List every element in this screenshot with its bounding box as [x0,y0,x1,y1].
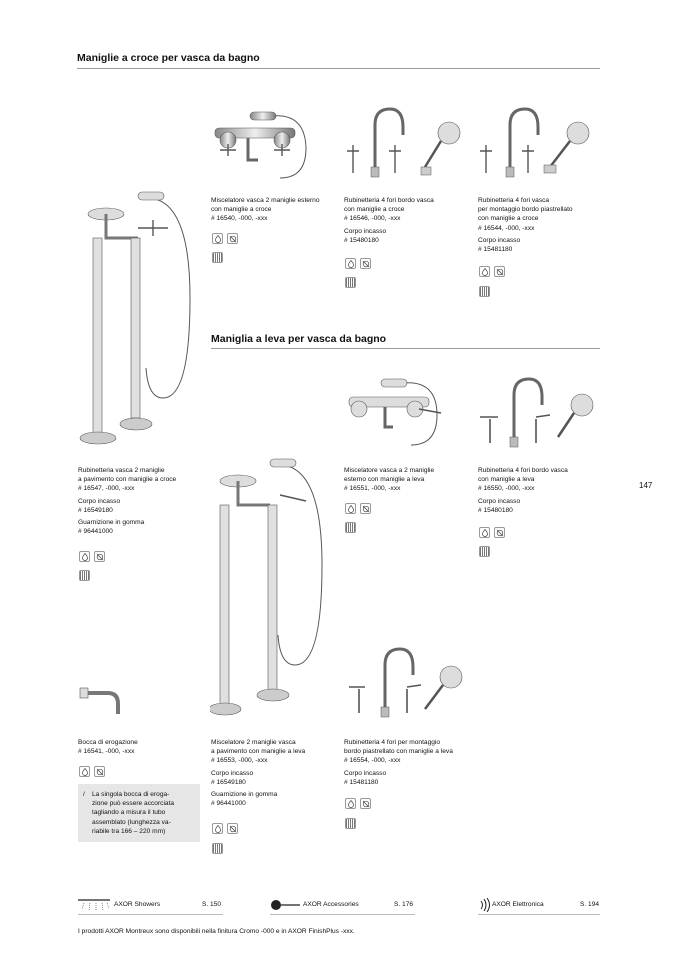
product-extra: Guarnizione in gomma [78,519,145,527]
product-code: # 16541, -000, -xxx [78,748,135,756]
installation-icon [479,286,490,297]
footer-page-accessories: S. 176 [394,901,414,908]
product-16544 [478,196,573,254]
installation-icon [79,570,90,581]
product-code: # 16544, -000, -xxx [478,224,535,232]
drop-icon [79,551,90,562]
spray-icon [360,258,371,269]
product-extra: # 15481180 [344,778,379,786]
product-name: con maniglie a leva [478,476,535,484]
product-16546 [344,196,434,245]
footer-page-elettronica: S. 194 [580,901,600,908]
feature-icons [345,503,371,514]
product-16554 [344,738,453,787]
product-16541 [78,738,138,756]
product-code: # 16553, -000, -xxx [211,757,268,765]
product-image-16554 [345,645,465,723]
product-extra: Guarnizione in gomma [211,791,278,799]
spray-icon [360,503,371,514]
product-extra: # 15480180 [478,506,513,514]
footer-link-accessories[interactable]: AXOR Accessories [303,901,359,908]
product-16551 [344,466,434,494]
product-extra: # 96441000 [78,528,113,536]
product-name: con maniglie a croce [211,206,272,214]
product-name: Rubinetteria vasca 2 maniglie [78,467,165,474]
product-image-16547 [78,188,198,450]
drop-icon [212,233,223,244]
drop-icon [479,266,490,277]
product-name: bordo piastrellato con maniglie a leva [344,748,453,756]
product-code: # 16540, -000, -xxx [211,215,268,223]
spray-icon [494,527,505,538]
drop-icon [79,766,90,777]
section-rule [211,348,600,349]
product-name: Rubinetteria 4 fori bordo vasca [478,467,568,474]
drop-icon [212,823,223,834]
installation-icon [479,546,490,557]
product-name: Miscelatore vasca 2 maniglie esterno [211,197,320,204]
product-name: a pavimento con maniglie a croce [78,476,177,484]
product-extra: Corpo incasso [478,236,521,244]
product-name: Rubinetteria 4 fori bordo vasca [344,197,434,204]
installation-icon [212,843,223,854]
note-line: zione può essere accorciata [92,800,175,808]
accessory-icon [270,899,300,911]
product-name: esterno con maniglie a leva [344,476,425,484]
product-image-16553 [210,455,330,720]
product-16547 [78,466,176,536]
feature-icons [479,527,505,538]
product-extra: Corpo incasso [211,769,254,777]
drop-icon [479,527,490,538]
product-extra: # 15481180 [478,246,513,254]
feature-icons [79,551,105,562]
spray-icon [494,266,505,277]
finish-note: I prodotti AXOR Montreux sono disponibili nella finitura Cromo -000 e in AXOR FinishPlus -xxx. [78,928,355,935]
product-16553 [211,738,305,808]
product-code: # 16550, -000, -xxx [478,485,535,493]
feature-icons [345,258,371,269]
product-image-16544 [478,105,598,183]
footer-page-showers: S. 150 [202,901,222,908]
product-image-16541 [78,680,128,720]
product-image-16540 [210,108,310,183]
info-note [78,784,200,842]
product-extra: # 15480180 [344,236,379,244]
product-image-16550 [478,375,598,453]
section-title-cross: Maniglie a croce per vasca da bagno [77,52,260,64]
spray-icon [227,823,238,834]
product-name: Miscelatore vasca a 2 maniglie [344,467,435,474]
feature-icons [212,823,238,834]
product-extra: Corpo incasso [78,497,121,505]
footer-rule [270,914,415,915]
product-name: con maniglie a croce [478,215,539,223]
note-line: riabile tra 166 – 220 mm) [92,827,166,835]
product-extra: Corpo incasso [478,497,521,505]
product-code: # 16546, -000, -xxx [344,215,401,223]
product-image-16546 [345,105,465,183]
product-code: # 16554, -000, -xxx [344,757,401,765]
section-title-lever: Maniglia a leva per vasca da bagno [211,333,387,345]
feature-icons [345,798,371,809]
installation-icon [212,252,223,263]
installation-icon [345,522,356,533]
product-16550 [478,466,568,515]
feature-icons [479,266,505,277]
product-name: a pavimento con maniglie a leva [211,748,306,756]
product-16540 [211,196,319,224]
product-extra: # 96441000 [211,800,246,808]
note-line: tagliando a misura il tubo [92,809,166,817]
product-name: con maniglie a croce [344,206,405,214]
footer-rule [478,914,600,915]
product-extra: Corpo incasso [344,769,387,777]
product-image-16551 [345,375,445,450]
installation-icon [345,277,356,288]
spray-icon [360,798,371,809]
drop-icon [345,258,356,269]
page-number: 147 [639,481,653,490]
product-name: Miscelatore 2 maniglie vasca [211,739,296,746]
section-rule [77,68,600,69]
spray-icon [227,233,238,244]
footer-link-elettronica[interactable]: AXOR Elettronica [492,901,544,908]
drop-icon [345,503,356,514]
spray-icon [94,766,105,777]
product-code: # 16547, -000, -xxx [78,485,135,493]
product-extra: # 16549180 [211,778,246,786]
footer-link-showers[interactable]: AXOR Showers [114,901,161,908]
product-name: Bocca di erogazione [78,739,138,746]
shower-icon [78,898,110,912]
note-slash: / [83,791,85,798]
feature-icons [79,766,105,777]
product-name: per montaggio bordo piastrellato [478,206,573,214]
product-name: Rubinetteria 4 fori vasca [478,197,550,204]
product-code: # 16551, -000, -xxx [344,485,401,493]
product-extra: # 16549180 [78,506,113,514]
spray-icon [94,551,105,562]
product-extra: Corpo incasso [344,227,387,235]
note-line: La singola bocca di eroga- [92,791,170,798]
sensor-icon [478,898,492,912]
installation-icon [345,818,356,829]
drop-icon [345,798,356,809]
feature-icons [212,233,238,244]
note-line: assemblato (lunghezza va- [92,818,171,826]
footer-rule [78,914,223,915]
product-name: Rubinetteria 4 fori per montaggio [344,739,441,746]
